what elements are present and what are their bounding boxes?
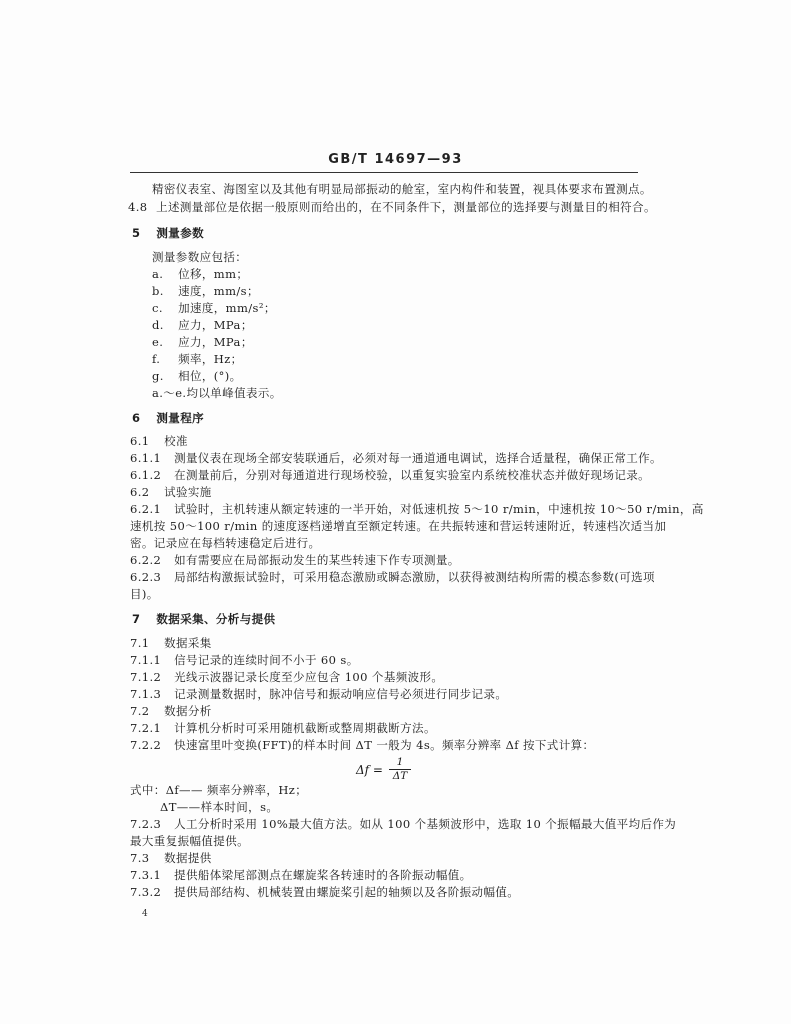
clause-text: 如有需要应在局部振动发生的某些转速下作专项测量。	[174, 553, 460, 567]
clause-number: 7.1	[130, 636, 150, 650]
item-tag: b.	[152, 284, 164, 298]
parameter-item	[152, 369, 242, 383]
clause-7-3	[130, 851, 212, 865]
clause-number: 7.3.1	[130, 868, 162, 882]
clause-text: 上述测量部位是依据一般原则而给出的，在不同条件下，测量部位的选择要与测量目的相符合。	[156, 200, 656, 214]
clause-text: 在测量前后，分别对每通道进行现场校验，以重复实验室内系统校准状态并做好现场记录。	[174, 468, 651, 482]
section-5-heading	[132, 226, 204, 240]
section-number: 6	[132, 411, 141, 425]
clause-number: 7.1.2	[130, 670, 162, 684]
item-text: 速度，mm/s；	[178, 284, 259, 298]
clause-text: 提供局部结构、机械装置由螺旋桨引起的轴频以及各阶振动幅值。	[174, 885, 520, 899]
formula-legend-1: 式中：Δf—— 频率分辨率，Hz；	[130, 783, 308, 797]
clause-7-3-2	[130, 885, 519, 899]
section-title: 测量程序	[156, 411, 205, 425]
clause-7-2-2	[130, 738, 594, 752]
clause-7-1-1	[130, 653, 359, 667]
item-text: 频率，Hz；	[178, 352, 243, 366]
formula-fraction	[389, 757, 411, 782]
frequency-resolution-formula	[356, 757, 411, 782]
clause-text: 信号记录的连续时间不小于 60 s。	[174, 653, 359, 667]
clause-number: 7.2.2	[130, 738, 162, 752]
clause-text: 测量仪表在现场全部安装联通后，必须对每一通道通电调试，选择合适量程，确保正常工作。	[174, 451, 662, 465]
clause-number: 7.3.2	[130, 885, 162, 899]
clause-6-1-1	[130, 451, 662, 465]
item-tag: d.	[152, 318, 164, 332]
clause-text: 光线示波器记录长度至少应包含 100 个基频波形。	[174, 670, 444, 684]
parameter-item	[152, 352, 243, 366]
clause-text: 数据提供	[164, 851, 212, 865]
item-text: 加速度，mm/s²；	[178, 301, 276, 315]
item-tag: f.	[152, 352, 161, 366]
clause-7-2	[130, 704, 212, 718]
parameter-item	[152, 301, 276, 315]
clause-number: 4.8	[128, 200, 148, 214]
clause-number: 7.3	[130, 851, 150, 865]
section-6-heading	[132, 411, 204, 425]
clause-7-2-3	[130, 817, 676, 831]
section-title: 数据采集、分析与提供	[156, 612, 276, 626]
item-tag: e.	[152, 335, 164, 349]
clause-7-2-1	[130, 721, 436, 735]
clause-text: 校准	[164, 434, 188, 448]
clause-number: 7.1.1	[130, 653, 162, 667]
text-line: 目)。	[130, 587, 159, 601]
clause-text: 人工分析时采用 10%最大值方法。如从 100 个基频波形中，选取 10 个振幅最大值平均后作为	[174, 817, 677, 831]
clause-number: 7.2.3	[130, 817, 162, 831]
item-text: 应力，MPa；	[178, 335, 253, 349]
clause-text: 快速富里叶变换(FFT)的样本时间 ΔT 一般为 4s。频率分辨率 Δf 按下式计算：	[174, 738, 595, 752]
clause-text: 数据分析	[164, 704, 212, 718]
parameter-item	[152, 318, 253, 332]
clause-number: 6.2.2	[130, 553, 162, 567]
parameter-item	[152, 267, 248, 281]
clause-number: 6.2	[130, 485, 150, 499]
clause-number: 6.1.1	[130, 451, 162, 465]
clause-7-3-1	[130, 868, 472, 882]
clause-6-1	[130, 434, 188, 448]
clause-number: 7.1.3	[130, 687, 162, 701]
clause-text: 提供船体梁尾部测点在螺旋桨各转速时的各阶振动幅值。	[174, 868, 472, 882]
clause-number: 7.2.1	[130, 721, 162, 735]
clause-text: 记录测量数据时，脉冲信号和振动响应信号必须进行同步记录。	[174, 687, 508, 701]
clause-7-1-2	[130, 670, 443, 684]
text-line: 速机按 50～100 r/min 的速度逐档递增直至额定转速。在共振转速和营运转速附近，转速档次适当加	[130, 519, 667, 533]
text-line: 精密仪表室、海图室以及其他有明显局部振动的舱室，室内构件和装置，视具体要求布置测点。	[152, 182, 652, 196]
section-7-heading	[132, 612, 275, 626]
text-line: a.～e.均以单峰值表示。	[152, 386, 282, 400]
clause-7-1	[130, 636, 212, 650]
formula-lhs: Δf =	[356, 762, 383, 777]
clause-text: 试验实施	[164, 485, 212, 499]
section-number: 7	[132, 612, 141, 626]
standard-header: GB/T 14697—93	[328, 152, 463, 167]
clause-number: 7.2	[130, 704, 150, 718]
clause-number: 6.1	[130, 434, 150, 448]
page-number: 4	[142, 909, 148, 919]
text-line: 密。记录应在每档转速稳定后进行。	[130, 536, 321, 550]
section-title: 测量参数	[156, 226, 205, 240]
item-tag: c.	[152, 301, 163, 315]
clause-number: 6.1.2	[130, 468, 162, 482]
item-tag: g.	[152, 369, 164, 383]
item-tag: a.	[152, 267, 164, 281]
clause-6-1-2	[130, 468, 650, 482]
clause-number: 6.2.3	[130, 570, 162, 584]
clause-4-8	[128, 200, 656, 214]
header-rule	[130, 172, 638, 173]
clause-text: 计算机分析时可采用随机截断或整周期截断方法。	[174, 721, 436, 735]
clause-text: 试验时，主机转速从额定转速的一半开始，对低速机按 5～10 r/min，中速机按 10～50 r/min，高	[174, 502, 704, 516]
formula-legend-2: ΔT——样本时间，s。	[160, 800, 279, 814]
clause-text: 数据采集	[164, 636, 212, 650]
item-text: 相位，(°)。	[178, 369, 242, 383]
formula-denominator: ΔT	[392, 770, 408, 782]
text-line: 测量参数应包括：	[152, 250, 248, 264]
clause-6-2-3	[130, 570, 655, 584]
parameter-item	[152, 335, 253, 349]
clause-number: 6.2.1	[130, 502, 162, 516]
text-line: 最大重复振幅值提供。	[130, 834, 249, 848]
clause-text: 局部结构激振试验时，可采用稳态激励或瞬态激励，以获得被测结构所需的模态参数(可选项	[174, 570, 655, 584]
item-text: 应力，MPa；	[178, 318, 253, 332]
clause-6-2	[130, 485, 212, 499]
clause-7-1-3	[130, 687, 507, 701]
clause-6-2-1	[130, 502, 704, 516]
parameter-item	[152, 284, 259, 298]
clause-6-2-2	[130, 553, 460, 567]
section-number: 5	[132, 226, 141, 240]
item-text: 位移，mm；	[178, 267, 249, 281]
formula-numerator: 1	[396, 756, 404, 768]
